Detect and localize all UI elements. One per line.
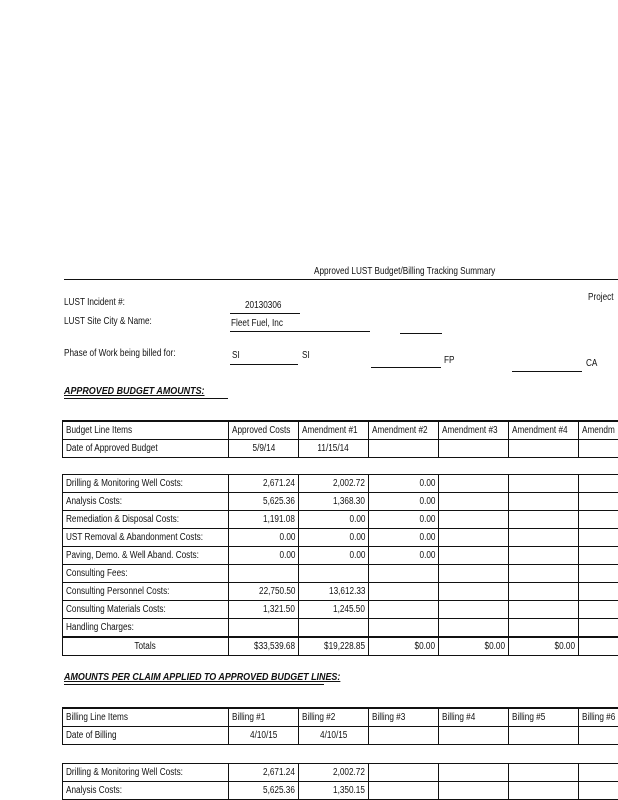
amount-cell [369, 583, 439, 601]
phase-label: Phase of Work being billed for: [64, 348, 176, 359]
claims-section-title: AMOUNTS PER CLAIM APPLIED TO APPROVED BUDGET LINES: [64, 671, 341, 683]
amount-cell [509, 475, 579, 493]
header-cell: Amendm [579, 421, 618, 440]
line-item-label-cell: Consulting Materials Costs: [63, 601, 229, 619]
claims-title-rule [64, 684, 324, 685]
date-cell [579, 727, 618, 745]
site-label: LUST Site City & Name: [64, 316, 152, 327]
table-row [63, 782, 618, 800]
table-row [63, 601, 618, 619]
amount-cell [579, 637, 618, 656]
amount-cell: 1,368.30 [299, 493, 369, 511]
amount-cell: 5,625.36 [229, 493, 299, 511]
amount-cell [439, 583, 509, 601]
amount-cell [439, 511, 509, 529]
amount-cell [509, 782, 579, 800]
header-cell: Amendment #1 [299, 421, 369, 440]
amount-cell [579, 764, 618, 782]
amount-cell [509, 601, 579, 619]
site-underline [230, 331, 370, 332]
amount-cell: 0.00 [369, 511, 439, 529]
amount-cell: 1,321.50 [229, 601, 299, 619]
amount-cell: 5,625.36 [229, 782, 299, 800]
date-cell: 4/10/15 [229, 727, 299, 745]
line-item-label-cell: Remediation & Disposal Costs: [63, 511, 229, 529]
amount-cell [509, 493, 579, 511]
amount-cell [439, 619, 509, 638]
date-cell [509, 727, 579, 745]
amount-cell [439, 782, 509, 800]
amount-cell [579, 475, 618, 493]
approved-date-row [63, 440, 618, 458]
amount-cell [229, 619, 299, 638]
incident-label: LUST Incident #: [64, 297, 125, 308]
line-item-label-cell: Handling Charges: [63, 619, 229, 638]
amount-cell: 2,002.72 [299, 764, 369, 782]
table-row [63, 511, 618, 529]
amount-cell: $0.00 [369, 637, 439, 656]
header-cell: Budget Line Items [63, 421, 229, 440]
amount-cell: 22,750.50 [229, 583, 299, 601]
header-cell: Amendment #3 [439, 421, 509, 440]
amount-cell [509, 565, 579, 583]
header-cell: Billing #1 [229, 708, 299, 727]
amount-cell: 2,002.72 [299, 475, 369, 493]
header-cell: Amendment #4 [509, 421, 579, 440]
amount-cell [439, 565, 509, 583]
date-cell [509, 440, 579, 458]
site-underline-2 [400, 333, 442, 334]
amount-cell: 0.00 [229, 529, 299, 547]
amount-cell: 0.00 [229, 547, 299, 565]
amount-cell: $0.00 [509, 637, 579, 656]
header-cell: Approved Costs [229, 421, 299, 440]
amount-cell: 0.00 [299, 547, 369, 565]
amount-cell [439, 547, 509, 565]
date-cell [369, 440, 439, 458]
line-item-label-cell: Analysis Costs: [63, 493, 229, 511]
amount-cell: $33,539.68 [229, 637, 299, 656]
amount-cell: 2,671.24 [229, 764, 299, 782]
header-cell: Billing #6 [579, 708, 618, 727]
amount-cell [509, 619, 579, 638]
incident-underline [230, 313, 300, 314]
date-cell: 4/10/15 [299, 727, 369, 745]
amount-cell [579, 565, 618, 583]
date-cell [579, 440, 618, 458]
table-row [63, 475, 618, 493]
line-item-label-cell: Paving, Demo. & Well Aband. Costs: [63, 547, 229, 565]
amount-cell: 0.00 [369, 529, 439, 547]
line-item-label-cell: Drilling & Monitoring Well Costs: [63, 764, 229, 782]
amount-cell: 0.00 [369, 493, 439, 511]
table-row [63, 565, 618, 583]
amount-cell [579, 511, 618, 529]
amount-cell: 2,671.24 [229, 475, 299, 493]
table-row [63, 529, 618, 547]
header-rule [64, 279, 618, 280]
line-item-label-cell: Analysis Costs: [63, 782, 229, 800]
line-item-label-cell: UST Removal & Abandonment Costs: [63, 529, 229, 547]
line-item-label-cell: Totals [63, 637, 229, 656]
table-row [63, 619, 618, 638]
amount-cell [509, 529, 579, 547]
claims-body-table [62, 763, 618, 800]
totals-row [63, 637, 618, 656]
phase-fp: FP [444, 355, 455, 366]
amount-cell [439, 529, 509, 547]
header-cell: Billing #5 [509, 708, 579, 727]
amount-cell [579, 782, 618, 800]
line-item-label-cell: Consulting Fees: [63, 565, 229, 583]
site-value: Fleet Fuel, Inc [231, 318, 283, 329]
page-title: Approved LUST Budget/Billing Tracking Summary [314, 266, 496, 277]
amount-cell [439, 601, 509, 619]
amount-cell: $0.00 [439, 637, 509, 656]
phase-si-1: SI [232, 350, 240, 361]
date-cell: 5/9/14 [229, 440, 299, 458]
date-cell [369, 727, 439, 745]
amount-cell: 0.00 [299, 529, 369, 547]
amount-cell [509, 764, 579, 782]
amount-cell [509, 547, 579, 565]
amount-cell: 1,191.08 [229, 511, 299, 529]
amount-cell [579, 583, 618, 601]
amount-cell [579, 619, 618, 638]
approved-header-table [62, 420, 618, 458]
amount-cell [439, 764, 509, 782]
claims-header-row [63, 708, 618, 727]
amount-cell [229, 565, 299, 583]
header-cell: Amendment #2 [369, 421, 439, 440]
amount-cell [579, 601, 618, 619]
amount-cell [579, 529, 618, 547]
phase-underline-3 [512, 371, 582, 372]
project-label: Project [588, 292, 614, 303]
line-item-label-cell: Drilling & Monitoring Well Costs: [63, 475, 229, 493]
amount-cell [439, 475, 509, 493]
amount-cell [509, 583, 579, 601]
amount-cell [579, 547, 618, 565]
amount-cell: 13,612.33 [299, 583, 369, 601]
amount-cell [509, 511, 579, 529]
header-cell: Billing #2 [299, 708, 369, 727]
header-cell: Billing Line Items [63, 708, 229, 727]
date-cell [439, 727, 509, 745]
amount-cell [369, 565, 439, 583]
approved-title-rule [64, 398, 228, 399]
table-row [63, 583, 618, 601]
date-label-cell: Date of Billing [63, 727, 229, 745]
incident-value: 20130306 [245, 300, 282, 311]
amount-cell [299, 619, 369, 638]
claims-header-table [62, 707, 618, 745]
table-row [63, 764, 618, 782]
date-label-cell: Date of Approved Budget [63, 440, 229, 458]
table-row [63, 547, 618, 565]
approved-header-row [63, 421, 618, 440]
amount-cell: 0.00 [369, 547, 439, 565]
amount-cell [439, 493, 509, 511]
amount-cell [579, 493, 618, 511]
amount-cell: 0.00 [299, 511, 369, 529]
header-cell: Billing #3 [369, 708, 439, 727]
amount-cell: 0.00 [369, 475, 439, 493]
approved-body-table [62, 474, 618, 656]
amount-cell: 1,350.15 [299, 782, 369, 800]
amount-cell [369, 782, 439, 800]
amount-cell [369, 619, 439, 638]
claims-date-row [63, 727, 618, 745]
phase-underline-2 [371, 367, 441, 368]
line-item-label-cell: Consulting Personnel Costs: [63, 583, 229, 601]
phase-ca: CA [586, 358, 598, 369]
date-cell [439, 440, 509, 458]
amount-cell [369, 764, 439, 782]
amount-cell: 1,245.50 [299, 601, 369, 619]
amount-cell: $19,228.85 [299, 637, 369, 656]
header-cell: Billing #4 [439, 708, 509, 727]
table-row [63, 493, 618, 511]
amount-cell [369, 601, 439, 619]
amount-cell [299, 565, 369, 583]
date-cell: 11/15/14 [299, 440, 369, 458]
approved-section-title: APPROVED BUDGET AMOUNTS: [64, 385, 205, 397]
phase-underline-1 [230, 364, 298, 365]
phase-si-2: SI [302, 350, 310, 361]
